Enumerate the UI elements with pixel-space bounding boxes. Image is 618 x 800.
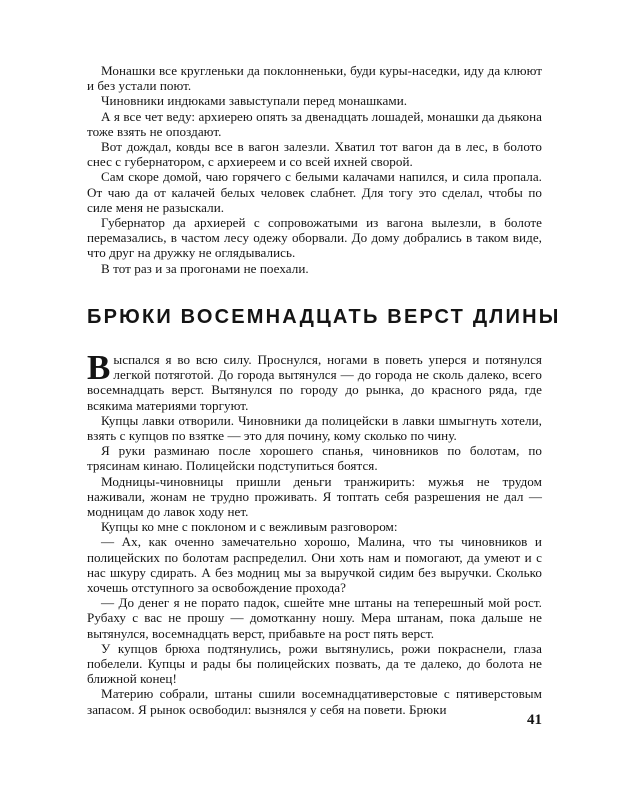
opening-paragraph bbox=[87, 348, 542, 413]
paragraph: У купцов брюха подтянулись, рожи вытянулись, рожи покраснели, глаза побелели. Купцы и рады бы полицейских позвать, да те далеко, до болота не ближной конец! bbox=[87, 640, 542, 687]
drop-cap: В bbox=[87, 348, 111, 387]
chapter-title: БРЮКИ ВОСЕМНАДЦАТЬ ВЕРСТ ДЛИНЫ bbox=[87, 306, 561, 328]
paragraph: Вот дождал, ковды все в вагон залезли. Хватил тот вагон да в лес, в болото снес с губернатором, с архиереем и со всей ихней сворой. bbox=[87, 139, 542, 170]
paragraph: — Ах, как оченно замечательно хорошо, Малина, что ты чиновников и полицейских по болотам распределил. Они хоть нам и помогают, да умеют и с нас шкуру сдирать. А без модниц мы за выручкой сидим без выручки. Сколько хочешь отступного за освобождение прохода? bbox=[87, 534, 542, 596]
paragraph: А я все чет веду: архиерею опять за двенадцать лошадей, монашки да дьякона тоже взять не опоздают. bbox=[87, 108, 542, 139]
paragraph: Сам скоре домой, чаю горячего с белыми калачами напился, и сила пропала. От чаю да от калачей белых человек слабнет. Для тогу это сделал, чтобы по силе меня не разыскали. bbox=[87, 169, 542, 215]
paragraph: Я руки разминаю после хорошего спанья, чиновников по болотам, по трясинам кинаю. Полицейски подступиться боятся. bbox=[87, 443, 542, 474]
page-number: 41 bbox=[527, 712, 542, 728]
paragraph: Купцы лавки отворили. Чиновники да полицейски в лавки шмыгнуть хотели, взять с купцов по взятке — это для почину, кому сколько по чину. bbox=[87, 412, 542, 444]
previous-story-ending bbox=[87, 63, 542, 276]
paragraph: Материю собрали, штаны сшили восемнадцативерстовые с пятиверстовым запасом. Я рынок освободил: вызнялся у себя на повети. Брюки bbox=[87, 686, 542, 717]
paragraph: Чиновники индюками завыступали перед монашками. bbox=[101, 93, 408, 109]
paragraph: В тот раз и за прогонами не поехали. bbox=[101, 260, 309, 276]
paragraph: — До денег я не порато падок, сшейте мне штаны на теперешный мой рост. Рубаху с вас не прошу — домотканну ношу. Мера штанам, пока дальше не вытянулся, восемнадцать верст, прибавьте на рост пять верст. bbox=[87, 595, 542, 641]
paragraph: Модницы-чиновницы пришли деньги транжирить: мужья не трудом наживали, жонам не трудно проживать. Я топтать себя разрешения не дал — модницам до лавок ходу нет. bbox=[87, 473, 542, 520]
paragraph: Купцы ко мне с поклоном и с вежливым разговором: bbox=[101, 519, 398, 535]
paragraph: Монашки все кругленьки да поклонненьки, буди куры-наседки, иду да клюют и без устали поют. bbox=[87, 63, 542, 94]
paragraph: Губернатор да архиерей с сопровожатыми из вагона вылезли, в болоте перемазались, в частом лесу одежу оборвали. До дому добрались в таком виде, что друг на дружку не оглядывались. bbox=[87, 215, 542, 261]
opening-paragraph-text: ыспался я во всю силу. Проснулся, ногами в поветь уперся и потянулся легкой потяготой. До города вытянулся — до города не сколь далеко, всего восемнадцать верст. Вытянулся по городу до рынка, до красного ряда, где всякима материями торгуют. bbox=[87, 352, 542, 413]
chapter-body bbox=[87, 348, 542, 717]
